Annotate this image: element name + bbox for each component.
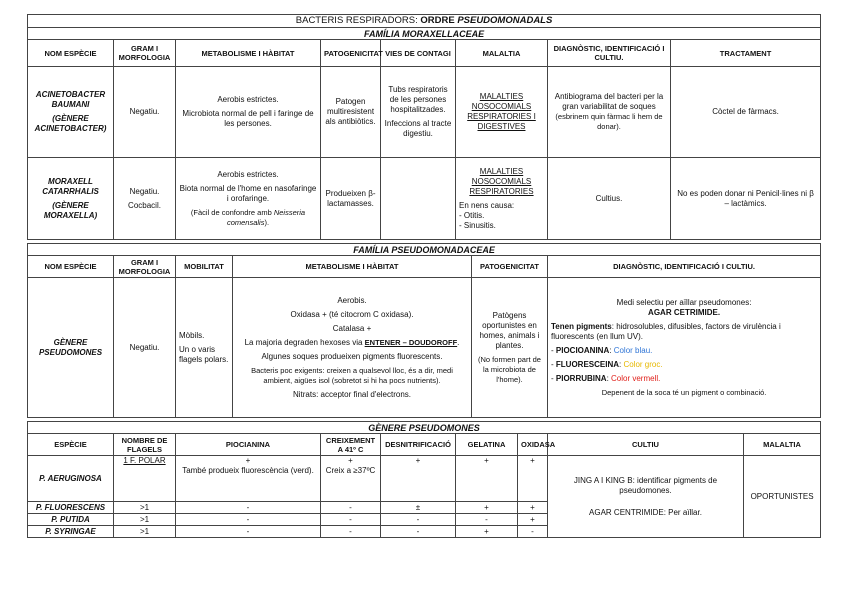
disease-cell: MALALTIES NOSOCOMIALS RESPIRATORIES En nens causa: - Otitis. - Sinusitis. — [456, 158, 548, 240]
diagnosis-cell: Antibiograma del bacteri per la gran variabilitat de soques (esbrinem quin fàrmac li hem de donar). — [548, 67, 671, 158]
col-header: VIES DE CONTAGI — [381, 40, 456, 67]
col-header: TRACTAMENT — [671, 40, 821, 67]
species-name: ACINETOBACTER BAUMANI (GÈNERE ACINETOBACTER) — [28, 67, 114, 158]
metabolism-cell: Aerobis. Oxidasa + (té citocrom C oxidasa). Catalasa + La majoria degraden hexoses via ENTENER – DOUDOROFF. Algunes soques produeixen pigments fluorescents. Bacteris poc exigents: creixen a qualsevol lloc, és a dir, medi ambient, aigües isol (sobretot si hi ha pocs nutrients). Nitrats: acceptor final d'electrons. — [233, 278, 472, 418]
col-header: CULTIU — [548, 434, 744, 456]
oxidase-cell: + — [518, 456, 548, 502]
moraxellaceae-header-row — [28, 40, 821, 67]
col-header: MOBILITAT — [176, 256, 233, 278]
pyocyanin-cell: + També produeix fluorescència (verd). — [176, 456, 321, 502]
oxidase-cell: - — [518, 526, 548, 538]
gram-cell: Negatiu. Cocbacil. — [114, 158, 176, 240]
bacteria-table — [27, 14, 821, 538]
pyocyanin-cell: - — [176, 526, 321, 538]
genus-pseudomones-heading: GÈNERE PSEUDOMONES — [28, 422, 821, 434]
gelatin-cell: + — [456, 502, 518, 514]
contagion-cell — [381, 158, 456, 240]
table-row — [28, 456, 821, 502]
growth-cell: - — [321, 526, 381, 538]
col-header: NOMBRE DE FLAGELS — [114, 434, 176, 456]
treatment-cell: Còctel de fàrmacs. — [671, 67, 821, 158]
flagels-cell: >1 — [114, 526, 176, 538]
gram-cell: Negatiu. — [114, 67, 176, 158]
flagels-cell: 1 F. POLAR — [114, 456, 176, 502]
metabolism-cell: Aerobis estrictes. Microbiota normal de pell i faringe de les persones. — [176, 67, 321, 158]
col-header: GRAM I MORFOLOGIA — [114, 40, 176, 67]
pigment-color-red: Color vermell. — [611, 373, 661, 383]
col-header: MALALTIA — [456, 40, 548, 67]
col-header: OXIDASA — [518, 434, 548, 456]
col-header: DIAGNÒSTIC, IDENTIFICACIÓ I CULTIU. — [548, 256, 821, 278]
growth-cell: - — [321, 502, 381, 514]
col-header: PIOCIANINA — [176, 434, 321, 456]
growth-cell: + Creix a ≥37ºC — [321, 456, 381, 502]
pathogenicity-cell: Patogen multiresistent als antibiòtics. — [321, 67, 381, 158]
col-header: GRAM I MORFOLOGIA — [114, 256, 176, 278]
table-row — [28, 67, 821, 158]
flagels-cell: >1 — [114, 502, 176, 514]
col-header: CREIXEMENT A 41º C — [321, 434, 381, 456]
oxidase-cell: + — [518, 502, 548, 514]
contagion-cell: Tubs respiratoris de les persones hospitalitzades. Infeccions al tracte digestiu. — [381, 67, 456, 158]
pseudomonadaceae-header-row — [28, 256, 821, 278]
pyocyanin-cell: - — [176, 514, 321, 526]
denitrification-cell: - — [381, 514, 456, 526]
family-pseudomonadaceae-heading: FAMÍLIA PSEUDOMONADACEAE — [28, 244, 821, 256]
species-name: GÈNERE PSEUDOMONES — [28, 278, 114, 418]
pigment-color-yellow: Color groc. — [623, 359, 663, 369]
col-header: ESPÈCIE — [28, 434, 114, 456]
family-moraxellaceae-heading: FAMÍLIA MORAXELLACEAE — [28, 28, 821, 40]
col-header: NOM ESPÈCIE — [28, 40, 114, 67]
species-name: P. SYRINGAE — [28, 526, 114, 538]
disease-cell: MALALTIES NOSOCOMIALS RESPIRATORIES I DIGESTIVES — [456, 67, 548, 158]
denitrification-cell: ± — [381, 502, 456, 514]
denitrification-cell: - — [381, 526, 456, 538]
gram-cell: Negatiu. — [114, 278, 176, 418]
col-header: DESNITRIFICACIÓ — [381, 434, 456, 456]
table-row — [28, 278, 821, 418]
oxidase-cell: + — [518, 514, 548, 526]
diagnosis-cell: Cultius. — [548, 158, 671, 240]
title-row — [28, 15, 821, 28]
denitrification-cell: + — [381, 456, 456, 502]
gelatin-cell: - — [456, 514, 518, 526]
pathogenicity-cell: Patògens oportunistes en homes, animals i plantes. (No formen part de la microbiota de l'home). — [472, 278, 548, 418]
treatment-cell: No es poden donar ni Penicil·lines ni β – lactàmics. — [671, 158, 821, 240]
pigment-color-blue: Color blau. — [613, 345, 653, 355]
metabolism-cell: Aerobis estrictes. Biota normal de l'home en nasofaringe i orofaringe. (Fàcil de confondre amb Neisseria comensalis). — [176, 158, 321, 240]
col-header: MALALTIA — [744, 434, 821, 456]
col-header: DIAGNÒSTIC, IDENTIFICACIÓ I CULTIU. — [548, 40, 671, 67]
col-header: METABOLISME I HÀBITAT — [176, 40, 321, 67]
mobility-cell: Mòbils. Un o varis flagels polars. — [176, 278, 233, 418]
pyocyanin-cell: - — [176, 502, 321, 514]
gelatin-cell: + — [456, 526, 518, 538]
pseudomones-header-row — [28, 434, 821, 456]
table-row — [28, 158, 821, 240]
gelatin-cell: + — [456, 456, 518, 502]
disease-cell: OPORTUNISTES — [744, 456, 821, 538]
species-name: P. FLUORESCENS — [28, 502, 114, 514]
page-title: BACTERIS RESPIRADORS: ORDRE PSEUDOMONADALS — [28, 15, 821, 28]
flagels-cell: >1 — [114, 514, 176, 526]
pathogenicity-cell: Produeixen β-lactamasses. — [321, 158, 381, 240]
document-page — [27, 14, 820, 538]
col-header: PATOGENICITAT — [321, 40, 381, 67]
col-header: GELATINA — [456, 434, 518, 456]
col-header: PATOGENICITAT — [472, 256, 548, 278]
col-header: NOM ESPÈCIE — [28, 256, 114, 278]
species-name: P. AERUGINOSA — [28, 456, 114, 502]
species-name: MORAXELL CATARRHALIS (GÈNERE MORAXELLA) — [28, 158, 114, 240]
col-header: METABOLISME I HÀBITAT — [233, 256, 472, 278]
species-name: P. PUTIDA — [28, 514, 114, 526]
growth-cell: - — [321, 514, 381, 526]
diagnosis-cell: Medi selectiu per aïllar pseudomones: AGAR CETRIMIDE. Tenen pigments: hidrosolubles, difusibles, factors de virulència i fluorescents (en llum UV). - PIOCIOANINA: Color blau. - FLUORESCEINA: Color groc. - PIORRUBINA: Color vermell. Depenent de la soca té un pigment o combinació. — [548, 278, 821, 418]
culture-cell: JING A I KING B: identificar pigments de pseudomones. AGAR CENTRIMIDE: Per aïllar. — [548, 456, 744, 538]
